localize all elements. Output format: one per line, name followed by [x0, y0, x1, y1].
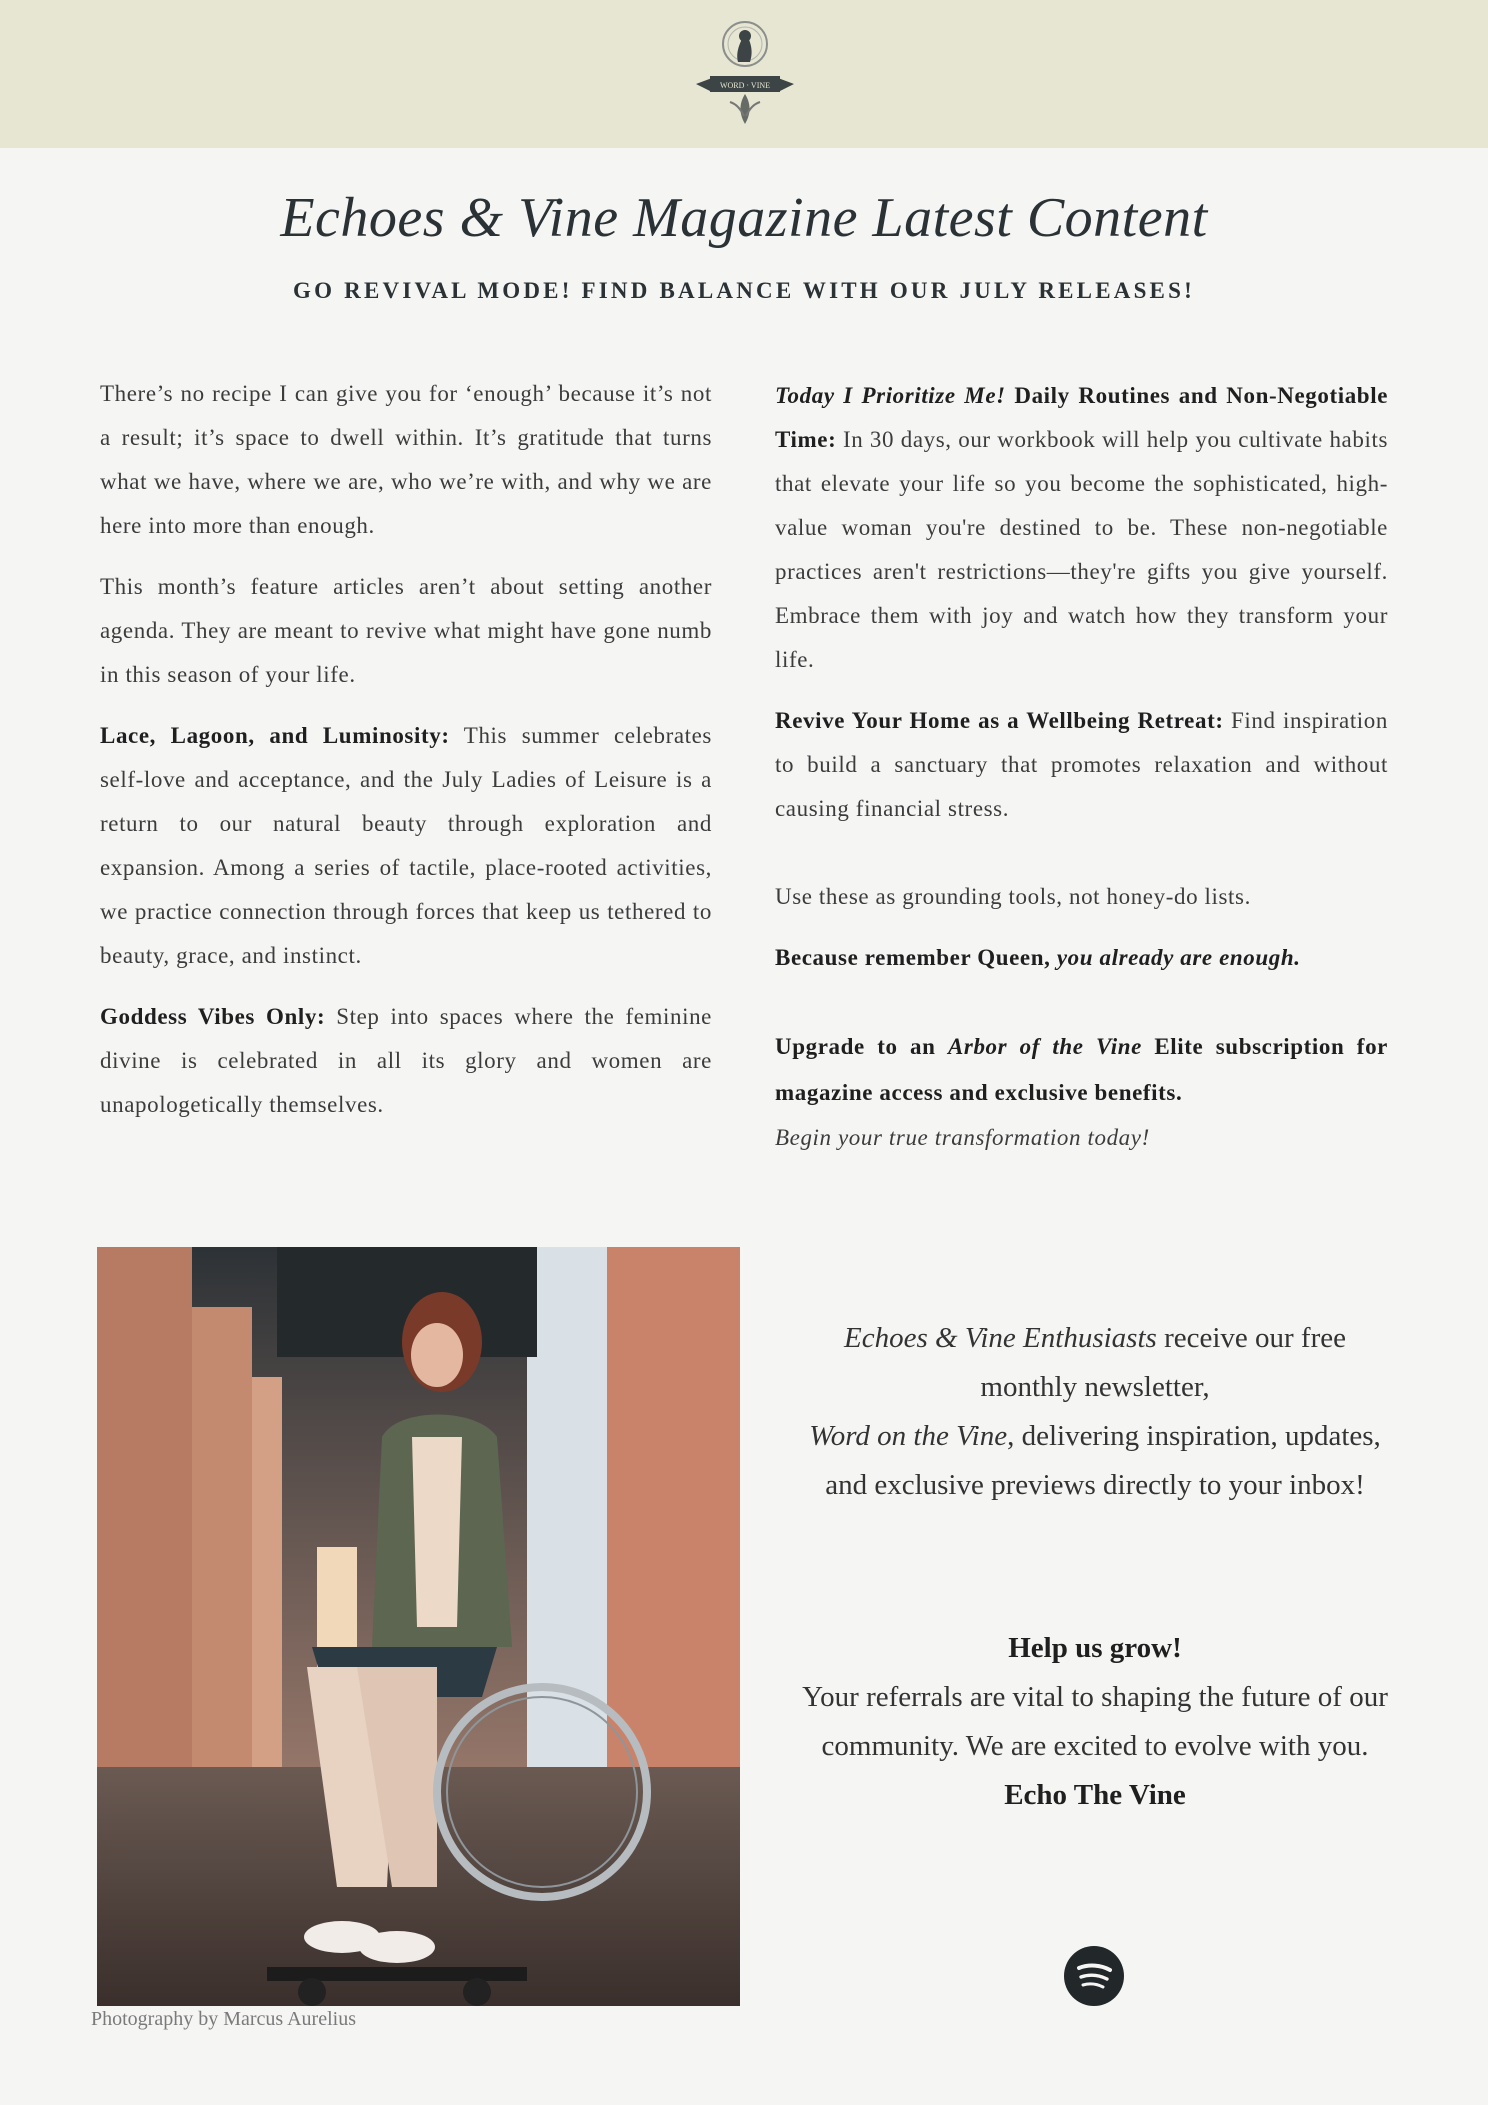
- lace-lagoon-heading: Lace, Lagoon, and Luminosity:: [100, 723, 450, 748]
- lace-lagoon-body: This summer celebrates self-love and acceptance, and the July Ladies of Leisure is a return to our natural beauty through exploration and expansion. Among a series of tactile, place-rooted activities, we practice connection through forces that keep us tethered to beauty, grace, and instinct.: [100, 723, 712, 968]
- referral-body: Your referrals are vital to shaping the future of our community. We are excited to evolve with you.: [802, 1681, 1388, 1762]
- arbor-of-vine-italic: Arbor of the Vine: [947, 1034, 1142, 1059]
- enthusiasts-italic: Echoes & Vine Enthusiasts: [844, 1322, 1157, 1354]
- photo-caption: Photography by Marcus Aurelius: [91, 2008, 356, 2030]
- upgrade-text-b: Elite subscription for magazine access and exclusive benefits.: [775, 1034, 1388, 1105]
- page-subtitle: GO REVIVAL MODE! FIND BALANCE WITH OUR JULY RELEASES!: [293, 278, 1195, 303]
- newsletter-text-b: , delivering inspiration, updates, and exclusive previews directly to your inbox!: [825, 1420, 1381, 1501]
- newsletter-text-a: receive our free monthly newsletter,: [980, 1322, 1346, 1403]
- newsletter-blurb: [800, 1314, 1390, 1510]
- already-enough-italic: you already are enough.: [1056, 945, 1301, 970]
- lace-lagoon-paragraph: [100, 714, 712, 978]
- referral-blurb: [800, 1624, 1390, 1820]
- home-retreat-paragraph: [775, 699, 1388, 831]
- grounding-tools-line: Use these as grounding tools, not honey-do lists.: [775, 884, 1251, 909]
- upgrade-paragraph[interactable]: [775, 1024, 1388, 1116]
- intro-paragraph: There’s no recipe I can give you for ‘enough’ because it’s not a result; it’s space to dwell within. It’s gratitude that turns what we have, where we are, who we’re with, and why we are here into more than enough.: [100, 381, 712, 538]
- prioritize-heading-italic: Today I Prioritize Me!: [775, 383, 1006, 408]
- home-retreat-body: Find inspiration to build a sanctuary that promotes relaxation and without causing financial stress.: [775, 708, 1389, 821]
- svg-text:WORD · VINE: WORD · VINE: [719, 81, 771, 90]
- prioritize-body: In 30 days, our workbook will help you cultivate habits that elevate your life so you become the sophisticated, high-value woman you're destined to be. These non-negotiable practices aren't restrictions—they're gifts you give yourself. Embrace them with joy and watch how they transform your life.: [775, 427, 1388, 672]
- home-retreat-heading: Revive Your Home as a Wellbeing Retreat:: [775, 708, 1224, 733]
- referral-heading: Help us grow!: [1008, 1632, 1182, 1664]
- page-title: Echoes & Vine Magazine Latest Content: [280, 187, 1208, 249]
- goddess-vibes-body: Step into spaces where the feminine divine is celebrated in all its glory and women are unapologetically themselves.: [100, 1004, 712, 1117]
- feature-intro-paragraph: This month’s feature articles aren’t about setting another agenda. They are meant to revive what might have gone numb in this season of your life.: [100, 574, 712, 687]
- vine-logo-icon[interactable]: [690, 12, 800, 134]
- goddess-vibes-heading: Goddess Vibes Only:: [100, 1004, 326, 1029]
- prioritize-paragraph: [775, 374, 1388, 682]
- prioritize-heading-bold: Daily Routines and Non-Negotiable Time:: [775, 383, 1388, 452]
- upgrade-text-a: Upgrade to an: [775, 1034, 948, 1059]
- spotify-icon[interactable]: [1064, 1946, 1124, 2006]
- remember-queen-text: Because remember Queen,: [775, 945, 1057, 970]
- feature-photo: [97, 1247, 740, 2006]
- referral-signoff: Echo The Vine: [1004, 1779, 1186, 1811]
- remember-queen-line: [775, 936, 1388, 980]
- upgrade-text: [775, 1034, 1388, 1105]
- woman-in-wheelchair-image: [97, 1247, 740, 2006]
- header-band: [0, 0, 1488, 148]
- left-column: [100, 372, 712, 1144]
- upgrade-cta[interactable]: Begin your true transformation today!: [775, 1125, 1150, 1150]
- goddess-vibes-paragraph: [100, 995, 712, 1127]
- remember-queen-bold: [775, 945, 1301, 970]
- right-column: [775, 374, 1388, 1177]
- word-on-the-vine-italic: Word on the Vine: [809, 1420, 1008, 1452]
